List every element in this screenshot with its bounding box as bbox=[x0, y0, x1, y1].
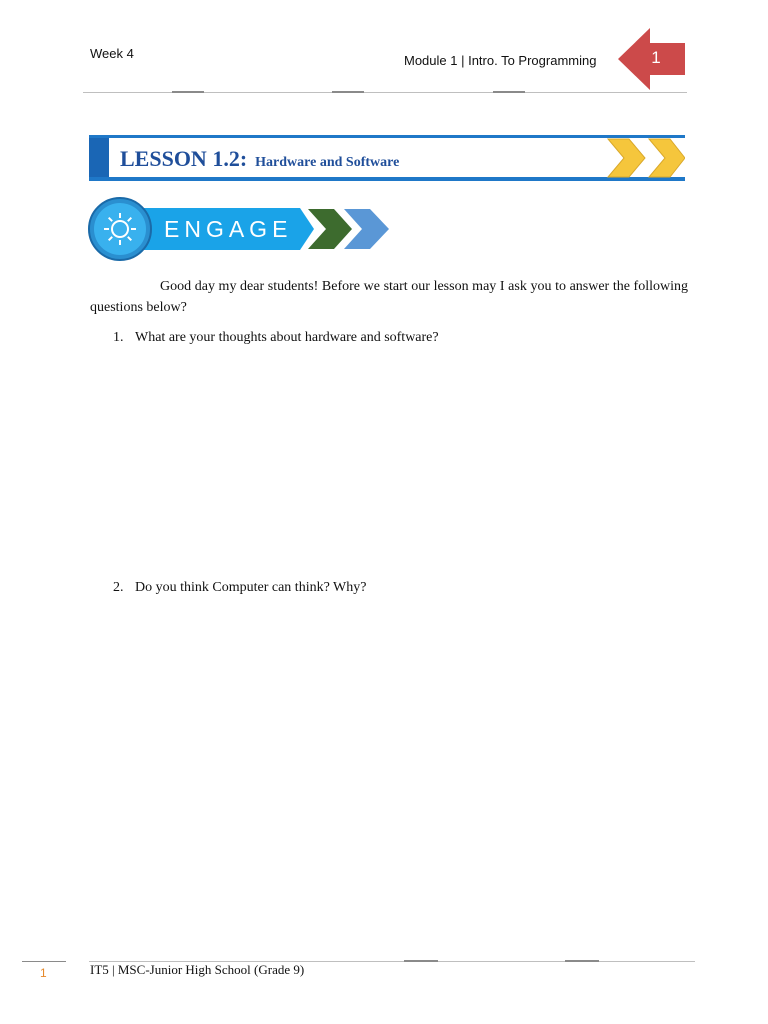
page-badge-number: 1 bbox=[651, 48, 661, 67]
divider-mark bbox=[172, 91, 204, 93]
chevron-icon bbox=[308, 209, 352, 249]
page-number: 1 bbox=[40, 966, 47, 980]
divider-mark bbox=[404, 960, 438, 962]
divider-mark bbox=[493, 91, 525, 93]
lesson-subtitle: Hardware and Software bbox=[255, 155, 400, 170]
week-label: Week 4 bbox=[90, 46, 134, 61]
question-text: What are your thoughts about hardware and software? bbox=[135, 330, 439, 345]
engage-label: ENGAGE bbox=[164, 216, 293, 242]
lesson-number: LESSON 1.2: bbox=[120, 146, 248, 171]
divider-mark bbox=[565, 960, 599, 962]
question-item bbox=[113, 580, 366, 596]
divider-mark bbox=[332, 91, 364, 93]
footer-text: IT5 | MSC-Junior High School (Grade 9) bbox=[90, 962, 305, 977]
question-number: 1. bbox=[113, 330, 124, 345]
module-title: Module 1 | Intro. To Programming bbox=[404, 53, 597, 68]
question-text: Do you think Computer can think? Why? bbox=[135, 580, 367, 595]
page-badge bbox=[618, 28, 686, 90]
question-number: 2. bbox=[113, 580, 124, 595]
question-item bbox=[113, 330, 439, 346]
lesson-heading bbox=[120, 146, 399, 172]
footer-divider bbox=[22, 961, 66, 962]
intro-paragraph: Good day my dear students! Before we start our lesson may I ask you to answer the following questions below? bbox=[90, 279, 688, 315]
